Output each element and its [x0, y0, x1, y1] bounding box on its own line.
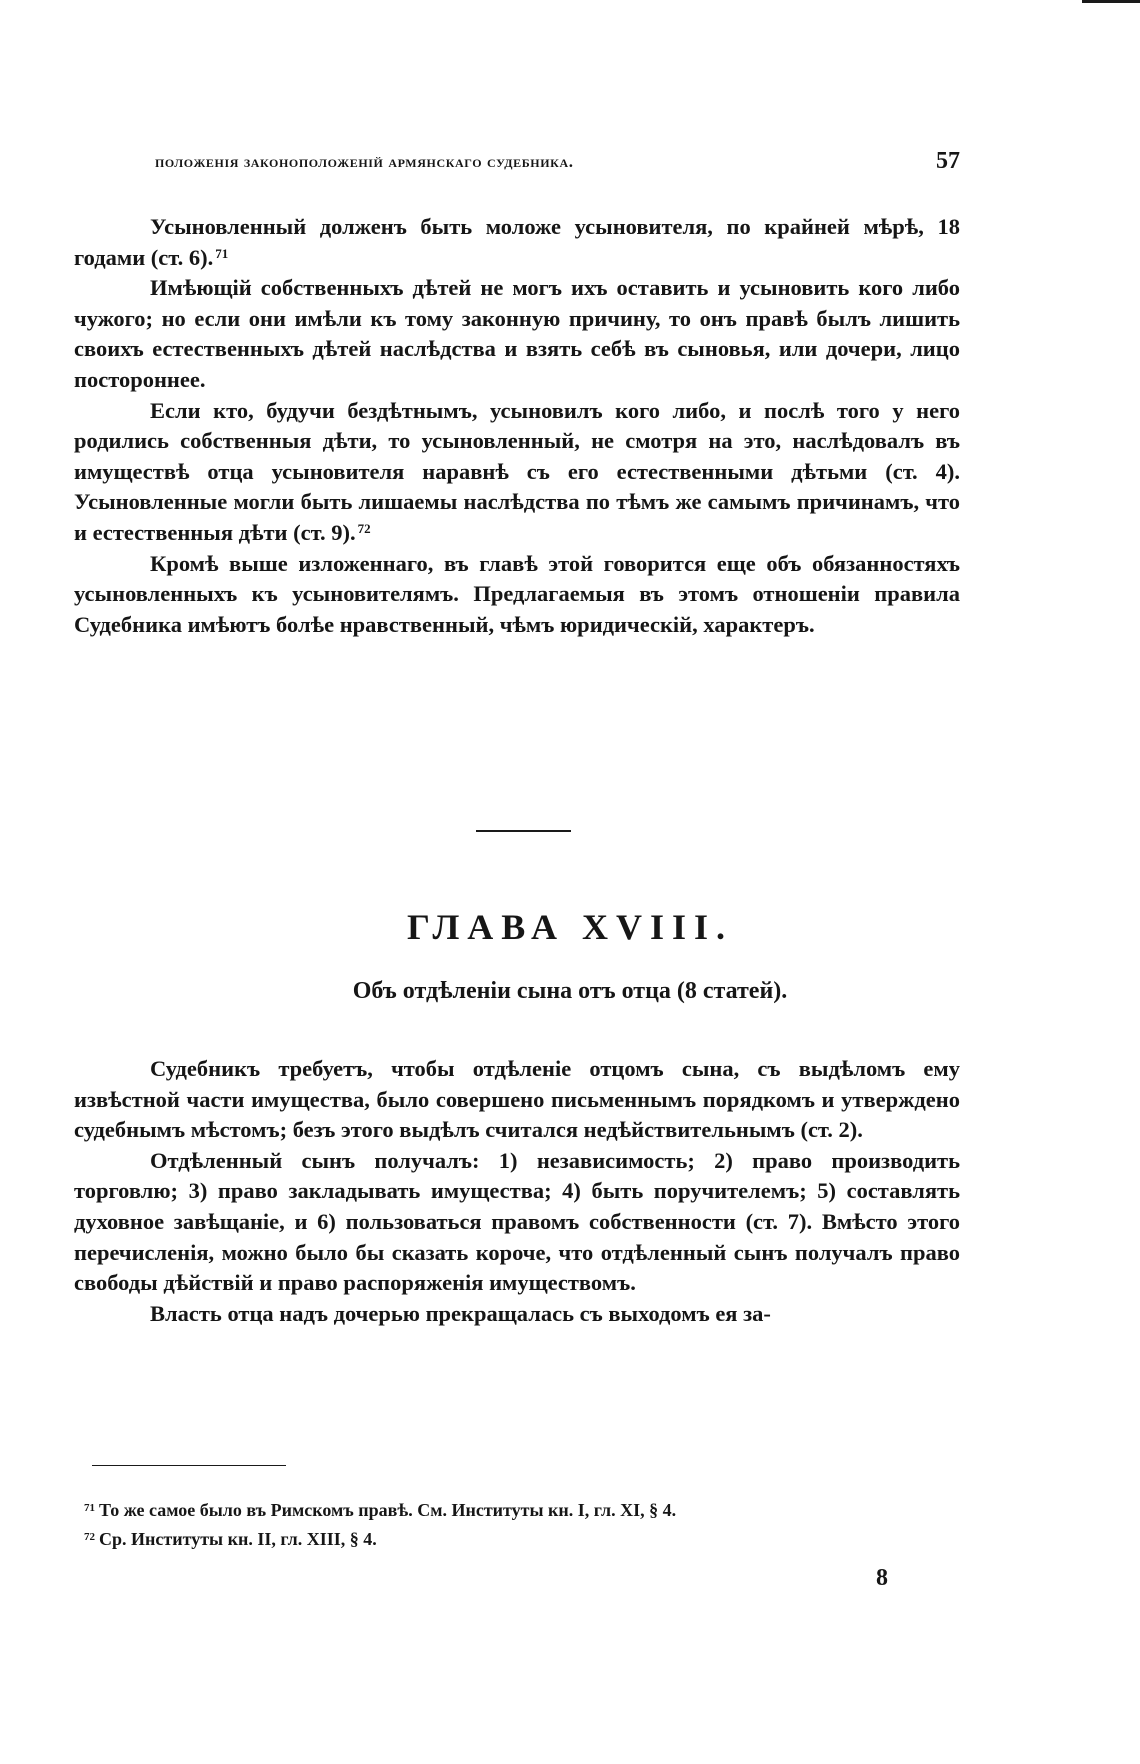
page-number: 57 — [936, 148, 960, 174]
footnote-mark: 71 — [84, 1502, 95, 1514]
section-divider — [476, 830, 571, 832]
running-head — [155, 148, 960, 178]
footnote: $^{71}$ То же самое было въ Римскомъ правѣ. См. Институты кн. I, гл. XI, § 4. — [84, 1500, 677, 1520]
paragraph: Власть отца надъ дочерью прекращалась съ выходомъ ея за- — [150, 1300, 771, 1326]
footnote-ref: 72 — [357, 520, 371, 536]
paragraph: Отдѣленный сынъ получалъ: 1) независимость; 2) право производить торговлю; 3) право закладывать имущества; 4) быть поручителемъ; 5) составлять духовное завѣщаніе, и 6) пользоваться правомъ собственности (ст. 7). Вмѣсто этого перечисленія, можно было бы сказать короче, что отдѣленный сынъ получалъ право свободы дѣйствій и право распоряженія имуществомъ. — [74, 1147, 960, 1296]
top-edge-rule — [1082, 0, 1140, 3]
footnote-ref: 71 — [215, 245, 229, 261]
paragraph: Имѣющій собственныхъ дѣтей не могъ ихъ оставить и усыновить кого либо чужого; но если они имѣли къ тому законную причину, то онъ правѣ былъ лишить своихъ естественныхъ дѣтей наслѣдства и взять себѣ въ сыновья, или дочери, лицо постороннее. — [74, 275, 960, 392]
paragraph: Усыновленный долженъ быть моложе усыновителя, по крайней мѣрѣ, 18 годами (ст. 6). $^{71}$ — [74, 214, 960, 270]
chapter-subtitle: Объ отдѣленіи сына отъ отца (8 статей). — [352, 978, 788, 1004]
signature-mark: 8 — [876, 1565, 888, 1591]
paragraph: Судебникъ требуетъ, чтобы отдѣленіе отцомъ сына, съ выдѣломъ ему извѣстной части имущества, было совершено письменнымъ порядкомъ и утверждено судебнымъ мѣстомъ; безъ этого выдѣлъ считался недѣйствительнымъ (ст. 2). — [74, 1056, 960, 1143]
footnote: $^{72}$ Ср. Институты кн. II, гл. XIII, § 4. — [84, 1529, 377, 1549]
chapter-title: ГЛАВА XVIII. — [406, 907, 734, 947]
section-separation — [74, 1054, 960, 1329]
section-adoption — [74, 212, 960, 640]
footnote-separator — [92, 1465, 286, 1466]
paragraph: Кромѣ выше изложеннаго, въ главѣ этой говорится еще объ обязанностяхъ усыновленныхъ къ усыновителямъ. Предлагаемыя въ этомъ отношеніи правила Судебника имѣютъ болѣе нравственный, чѣмъ юридическій, характеръ. — [74, 550, 960, 637]
footnotes — [84, 1496, 964, 1554]
running-head-title: положенія законоположеній армянскаго судебника. — [155, 152, 574, 171]
footnote-mark: 72 — [84, 1531, 95, 1543]
paragraph: Если кто, будучи бездѣтнымъ, усыновилъ кого либо, и послѣ того у него родились собственныя дѣти, то усыновленный, не смотря на это, наслѣдовалъ въ имуществѣ отца усыновителя наравнѣ съ его естественными дѣтьми (ст. 4). Усыновленные могли быть лишаемы наслѣдства по тѣмъ же самымъ причинамъ, что и естественныя дѣти (ст. 9). $^{72}$ — [74, 397, 960, 545]
